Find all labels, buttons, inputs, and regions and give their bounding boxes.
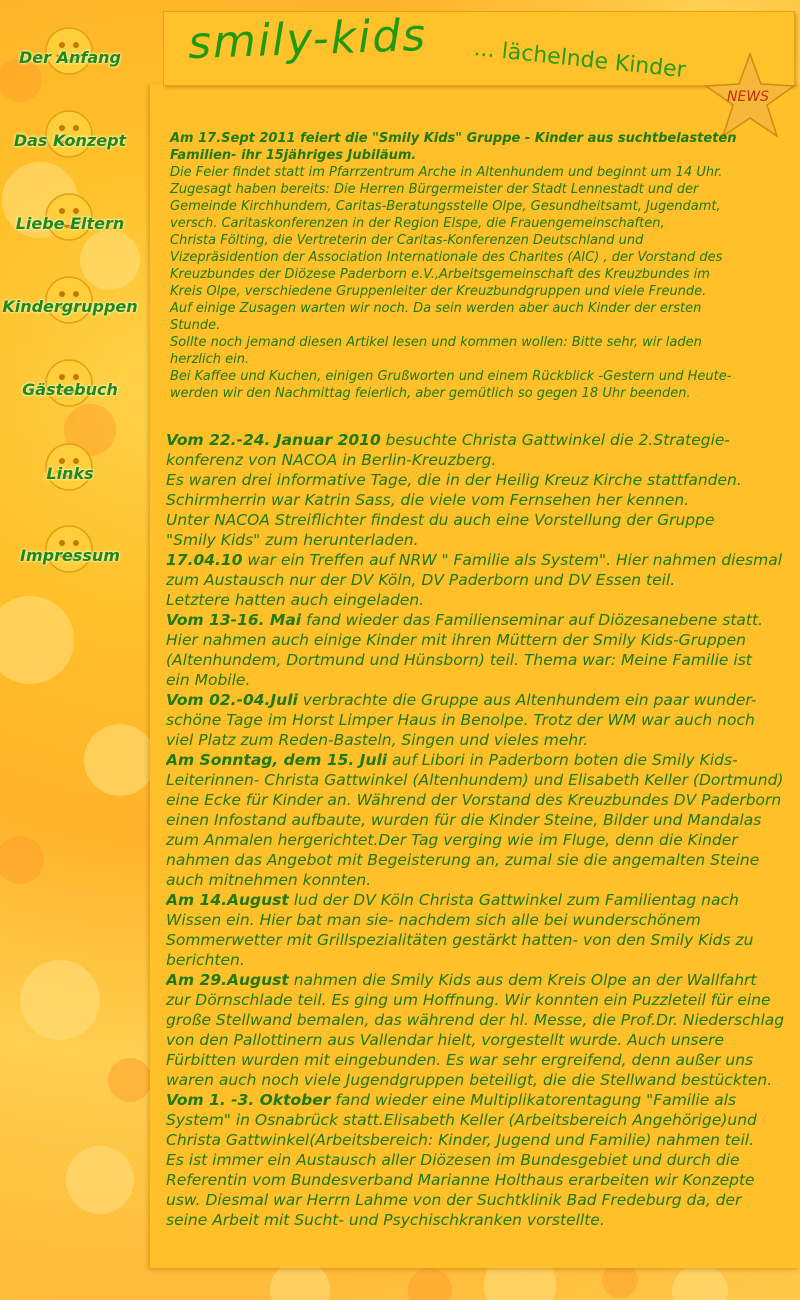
sidebar-item-label: Impressum (20, 546, 120, 565)
chronicle-text-span: "Smily Kids" zum herunterladen. (166, 531, 419, 549)
chronicle-text-span: auch mitnehmen konnten. (166, 871, 372, 889)
chronicle-line (166, 530, 800, 550)
chronicle-line (166, 450, 800, 470)
chronicle-text-span: zum Anmalen hergerichtet.Der Tag verging wie im Fluge, denn die Kinder (166, 831, 738, 849)
chronicle-text-span: verbrachte die Gruppe aus Altenhundem ein paar wunder- (297, 691, 757, 709)
chronicle-date: Vom 22.-24. Januar 2010 (166, 431, 381, 449)
sidebar-item-label: Der Anfang (19, 48, 121, 67)
chronicle-line (166, 510, 800, 530)
news-line: Gemeinde Kirchhundem, Caritas-Beratungsstelle Olpe, Gesundheitsamt, Jugendamt, (170, 199, 721, 214)
chronicle-line (166, 1010, 800, 1030)
chronicle-text-span: Hier nahmen auch einige Kinder mit ihren Müttern der Smily Kids-Gruppen (166, 631, 746, 649)
chronicle-line (166, 1070, 800, 1090)
chronicle-line (166, 930, 800, 950)
sidebar-item-links[interactable] (0, 442, 140, 502)
chronicle-text-span: viel Platz zum Reden-Basteln, Singen und vieles mehr. (166, 731, 589, 749)
chronicle-text-span: Fürbitten wurden mit eingebunden. Es war sehr ergreifend, denn außer uns (166, 1051, 754, 1069)
chronicle-line (166, 1150, 800, 1170)
chronicle-text-span: Es ist immer ein Austausch aller Diözesen im Bundesgebiet und durch die (166, 1151, 740, 1169)
chronicle-text-span: System" in Osnabrück statt.Elisabeth Keller (Arbeitsbereich Angehörige)und (166, 1111, 757, 1129)
chronicle-date: Vom 02.-04.Juli (166, 691, 298, 709)
chronicle-line (166, 1210, 800, 1230)
news-line: versch. Caritaskonferenzen in der Region Elspe, die Frauengemeinschaften, (170, 216, 665, 231)
news-line: Stunde. (170, 318, 221, 333)
news-line: Vizepräsidention der Association Internationale des Charites (AIC) , der Vorstand des (170, 250, 723, 265)
sidebar-item-der-anfang[interactable] (0, 26, 140, 86)
news-article (170, 130, 790, 402)
chronicle-date: Am 14.August (166, 891, 289, 909)
sidebar-item-das-konzept[interactable] (0, 109, 140, 169)
chronicle-text-span: war ein Treffen auf NRW " Familie als System". Hier nahmen diesmal (242, 551, 782, 569)
chronicle-text-span: schöne Tage im Horst Limper Haus in Benolpe. Trotz der WM war auch noch (166, 711, 755, 729)
chronicle-text-span: von den Pallottinern aus Vallendar hielt, vorgestellt wurde. Auch unsere (166, 1031, 725, 1049)
chronicle-line (166, 430, 800, 450)
chronicle-text-span: Referentin vom Bundesverband Marianne Holthaus erarbeiten wir Konzepte (166, 1171, 755, 1189)
header-banner (163, 11, 795, 86)
chronicle-text-span: zum Austausch nur der DV Köln, DV Paderborn und DV Essen teil. (166, 571, 676, 589)
chronicle-line (166, 610, 800, 630)
chronicle-line (166, 1110, 800, 1130)
chronicle-line (166, 710, 800, 730)
chronicle-line (166, 490, 800, 510)
chronicle-date: Am 29.August (166, 971, 289, 989)
chronicle-text-span: berichten. (166, 951, 245, 969)
chronicle-text-span: waren auch noch viele Jugendgruppen beteiligt, die die Stellwand bestückten. (166, 1071, 773, 1089)
chronicle-line (166, 470, 800, 490)
news-line: Zugesagt haben bereits: Die Herren Bürgermeister der Stadt Lennestadt und der (170, 182, 699, 197)
news-headline: Am 17.Sept 2011 feiert die "Smily Kids" Gruppe - Kinder aus suchtbelasteten Familien- ihr 15jähriges Jubiläum. (170, 131, 737, 163)
chronicle-line (166, 910, 800, 930)
chronicle-line (166, 990, 800, 1010)
sidebar-item-label: Liebe Eltern (15, 214, 125, 233)
chronicle-line (166, 830, 800, 850)
sidebar-item-label: Gästebuch (22, 380, 118, 399)
chronicle-line (166, 890, 800, 910)
chronicle-text-span: Unter NACOA Streiflichter findest du auch eine Vorstellung der Gruppe (166, 511, 715, 529)
chronicle-text-span: Sommerwetter mit Grillspezialitäten gestärkt hatten- von den Smily Kids zu (166, 931, 754, 949)
chronicle-line (166, 1130, 800, 1150)
sidebar-item-liebe-eltern[interactable] (0, 192, 140, 252)
chronicle-text-span: lud der DV Köln Christa Gattwinkel zum Familientag nach (288, 891, 739, 909)
chronicle-text-span: nahmen das Angebot mit Begeisterung an, zumal sie die angemalten Steine (166, 851, 760, 869)
chronicle-line (166, 630, 800, 650)
chronicle-date: Vom 1. -3. Oktober (166, 1091, 331, 1109)
news-line: herzlich ein. (170, 352, 250, 367)
chronicle-text-span: (Altenhundem, Dortmund und Hünsborn) teil. Thema war: Meine Familie ist (166, 651, 752, 669)
chronicle-text-span: fand wieder das Familienseminar auf Diözesanebene statt. (301, 611, 763, 629)
chronicle-text-span: große Stellwand bemalen, das während der hl. Messe, die Prof.Dr. Niederschlag (166, 1011, 785, 1029)
chronicle-line (166, 770, 800, 790)
chronicle-text-span: Christa Gattwinkel(Arbeitsbereich: Kinder, Jugend und Familie) nahmen teil. (166, 1131, 755, 1149)
news-line: werden wir den Nachmittag feierlich, aber gemütlich so gegen 18 Uhr beenden. (170, 386, 691, 401)
news-line: Christa Fölting, die Vertreterin der Caritas-Konferenzen Deutschland und (170, 233, 644, 248)
chronicle-date: Am Sonntag, dem 15. Juli (166, 751, 388, 769)
news-line: Die Feier findet statt im Pfarrzentrum Arche in Altenhundem und beginnt um 14 Uhr. (170, 165, 723, 180)
chronicle-line (166, 730, 800, 750)
chronicle-line (166, 670, 800, 690)
chronicle-line (166, 810, 800, 830)
chronicle-text-span: ein Mobile. (166, 671, 251, 689)
chronicle-line (166, 650, 800, 670)
chronicle-line (166, 970, 800, 990)
chronicle-date: 17.04.10 (166, 551, 243, 569)
chronicle-line (166, 850, 800, 870)
chronicle-line (166, 1190, 800, 1210)
chronicle-text-span: zur Dörnschlade teil. Es ging um Hoffnung. Wir konnten ein Puzzleteil für eine (166, 991, 771, 1009)
chronicle-text-span: nahmen die Smily Kids aus dem Kreis Olpe an der Wallfahrt (288, 971, 757, 989)
chronicle-text-span: einen Infostand aufbaute, wurden für die Kinder Steine, Bilder und Mandalas (166, 811, 762, 829)
sidebar-item-label: Kindergruppen (2, 297, 138, 316)
chronicle-line (166, 1030, 800, 1050)
sidebar-item-label: Links (46, 464, 94, 483)
site-logo: smily-kids (187, 9, 428, 70)
sidebar-nav (0, 0, 150, 1300)
chronicle-text-span: Schirmherrin war Katrin Sass, die viele vom Fernsehen her kennen. (166, 491, 690, 509)
chronicle-text-span: Letztere hatten auch eingeladen. (166, 591, 425, 609)
chronicle-line (166, 950, 800, 970)
chronicle-line (166, 870, 800, 890)
chronicle-text-span: Wissen ein. Hier bat man sie- nachdem sich alle bei wunderschönem (166, 911, 701, 929)
chronicle-text-span: auf Libori in Paderborn boten die Smily Kids- (387, 751, 738, 769)
chronicle-line (166, 570, 800, 590)
news-line: Sollte noch jemand diesen Artikel lesen und kommen wollen: Bitte sehr, wir laden (170, 335, 702, 350)
sidebar-item-kindergruppen[interactable] (0, 275, 140, 335)
news-line: Bei Kaffee und Kuchen, einigen Grußworten und einem Rückblick -Gestern und Heute- (170, 369, 732, 384)
chronicle-line (166, 690, 800, 710)
site-tagline: ... lächelnde Kinder (472, 36, 687, 84)
chronicle-line (166, 1090, 800, 1110)
news-line: Kreuzbundes der Diözese Paderborn e.V.,Arbeitsgemeinschaft des Kreuzbundes im (170, 267, 710, 282)
chronicle-text (166, 430, 800, 1230)
chronicle-text-span: konferenz von NACOA in Berlin-Kreuzberg. (166, 451, 497, 469)
chronicle-line (166, 750, 800, 770)
sidebar-item-label: Das Konzept (13, 131, 127, 150)
chronicle-text-span: usw. Diesmal war Herrn Lahme von der Suchtklinik Bad Fredeburg da, der (166, 1191, 742, 1209)
chronicle-line (166, 1050, 800, 1070)
chronicle-text-span: besuchte Christa Gattwinkel die 2.Strategie- (380, 431, 731, 449)
sidebar-item-impressum[interactable] (0, 524, 140, 584)
news-line: Auf einige Zusagen warten wir noch. Da sein werden aber auch Kinder der ersten (170, 301, 702, 316)
chronicle-line (166, 790, 800, 810)
chronicle-line (166, 590, 800, 610)
chronicle-text-span: Leiterinnen- Christa Gattwinkel (Altenhundem) und Elisabeth Keller (Dortmund) (166, 771, 784, 789)
sidebar-item-gaestebuch[interactable] (0, 358, 140, 418)
chronicle-line (166, 1170, 800, 1190)
news-line: Kreis Olpe, verschiedene Gruppenleiter der Kreuzbundgruppen und viele Freunde. (170, 284, 707, 299)
chronicle-date: Vom 13-16. Mai (166, 611, 302, 629)
chronicle-line (166, 550, 800, 570)
chronicle-text-span: eine Ecke für Kinder an. Während der Vorstand des Kreuzbundes DV Paderborn (166, 791, 782, 809)
chronicle-text-span: Es waren drei informative Tage, die in der Heilig Kreuz Kirche stattfanden. (166, 471, 742, 489)
news-badge: NEWS (727, 89, 770, 105)
chronicle-text-span: fand wieder eine Multiplikatorentagung "Familie als (330, 1091, 737, 1109)
chronicle-text-span: seine Arbeit mit Sucht- und Psychischkranken vorstellte. (166, 1211, 605, 1229)
